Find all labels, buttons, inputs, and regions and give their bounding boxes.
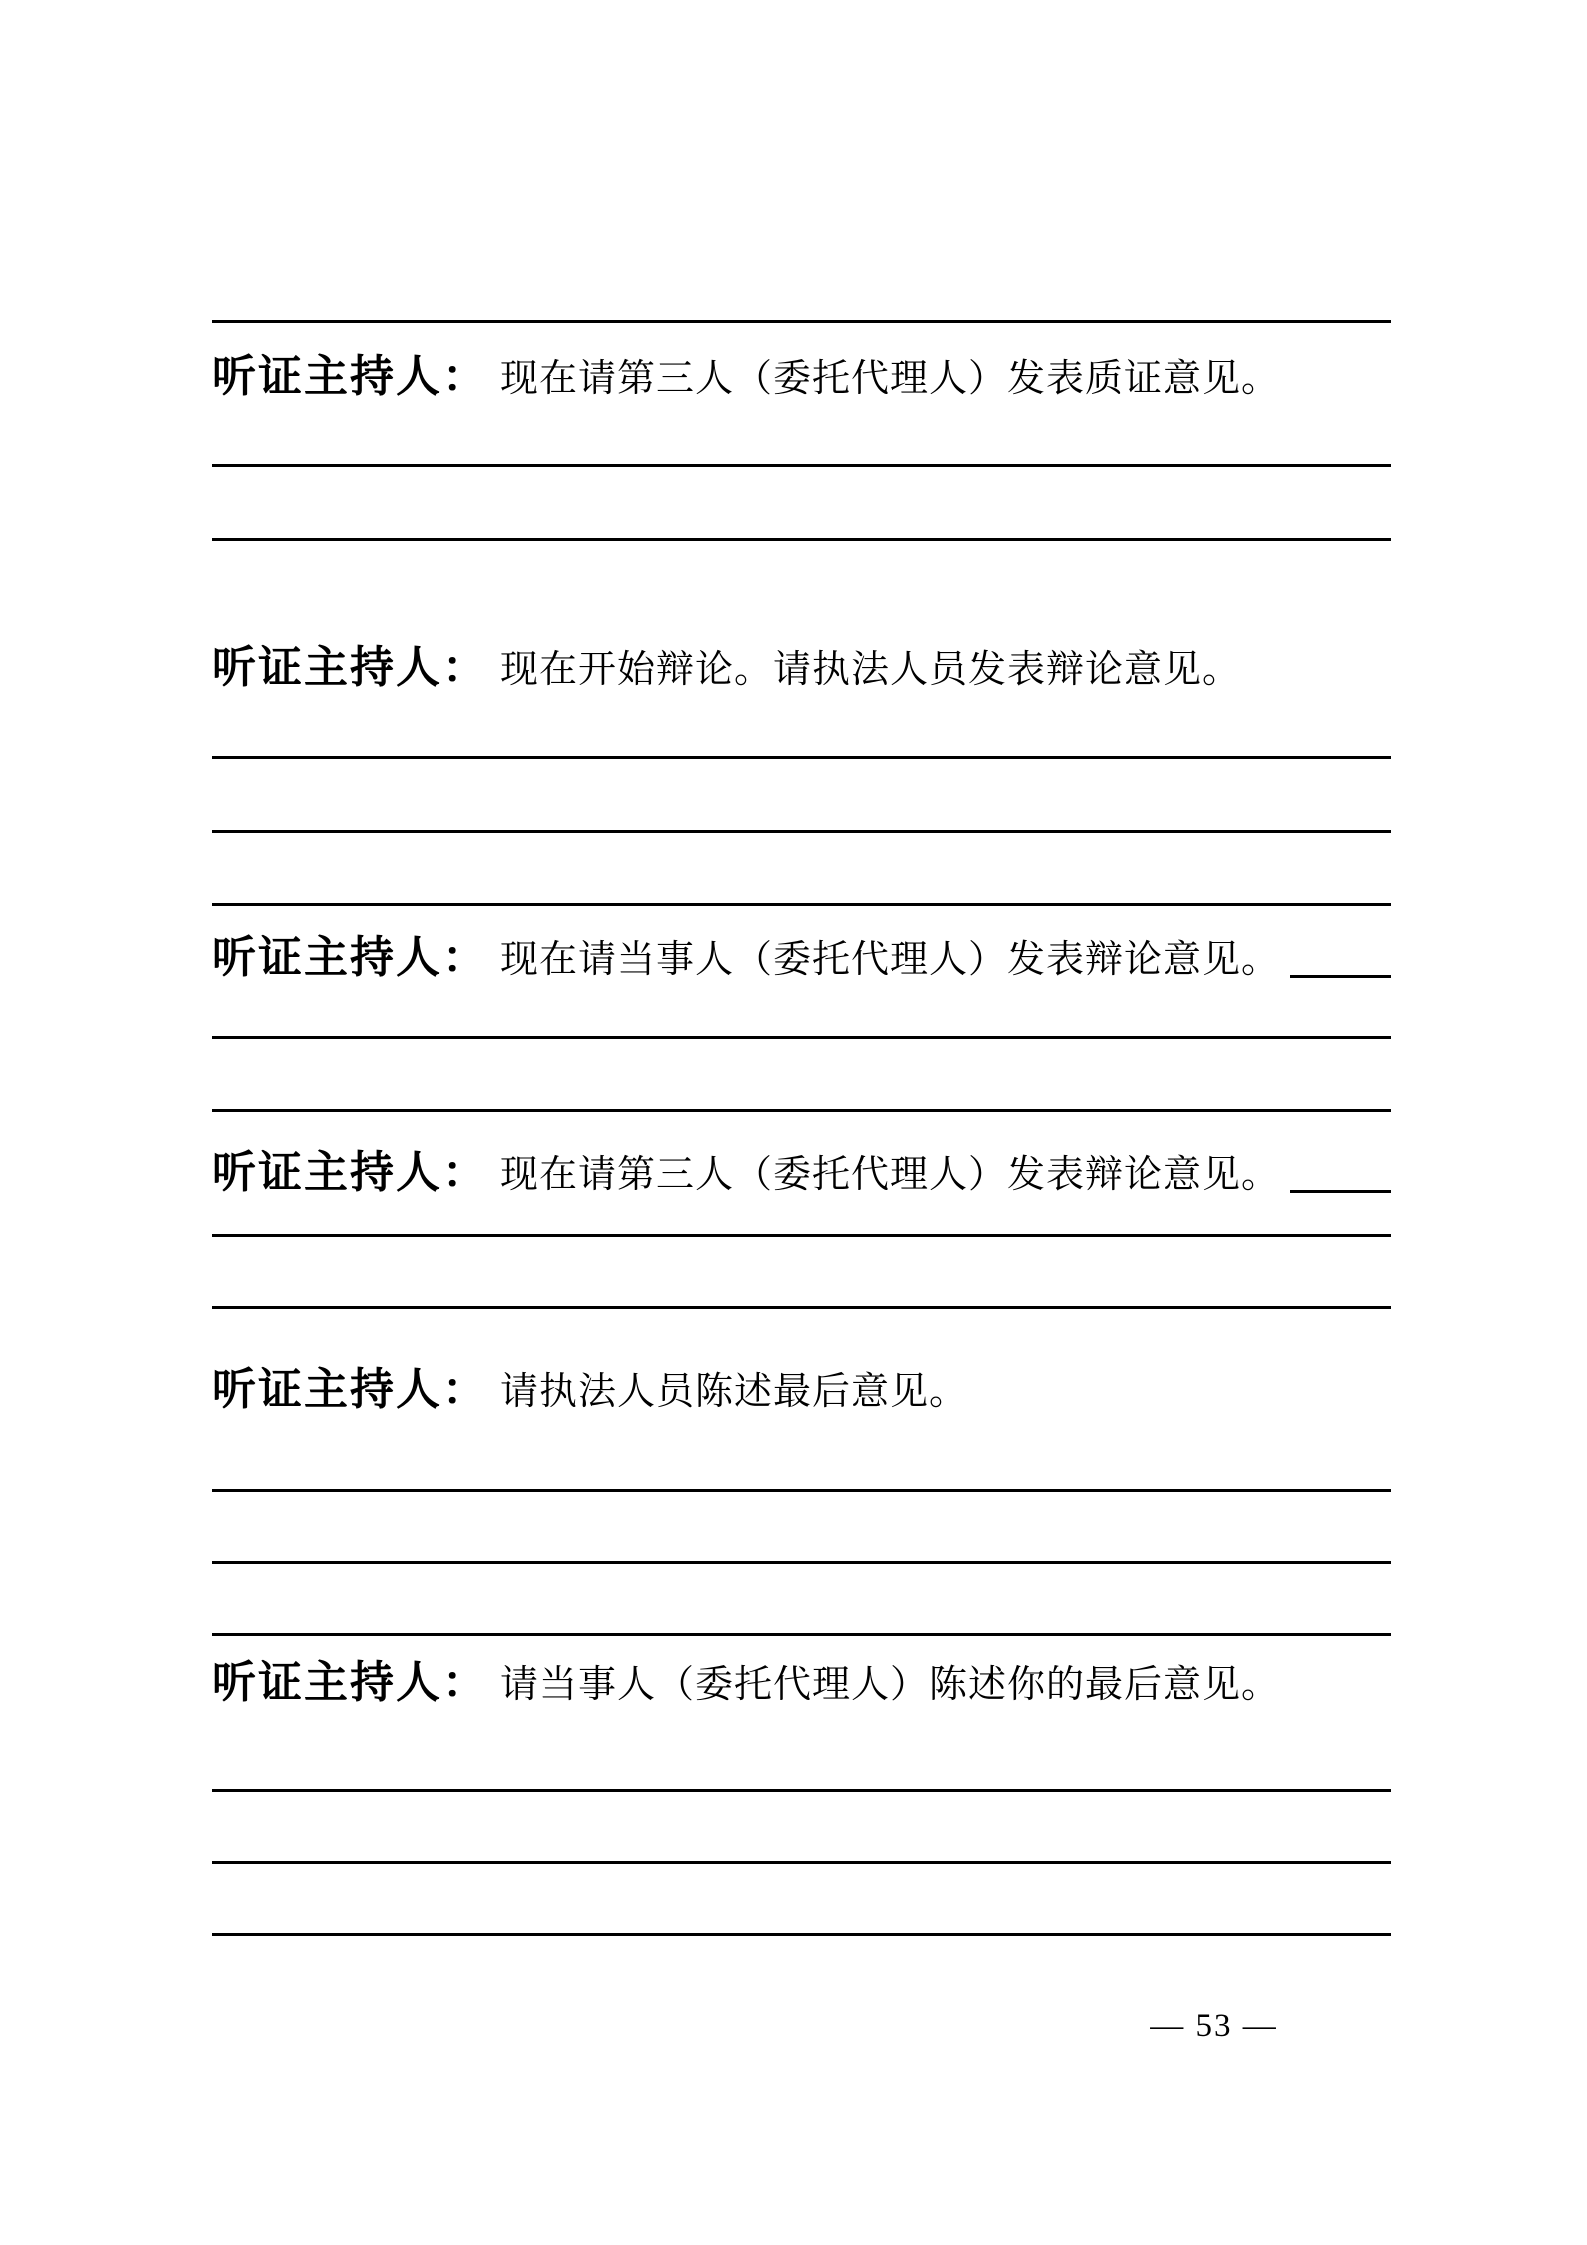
statement-text: 现在请第三人（委托代理人）发表辩论意见。 [500, 1154, 1281, 1196]
blank-fill-line [1290, 975, 1391, 978]
speaker-label: 听证主持人： [212, 1365, 488, 1414]
ruled-line [212, 1489, 1391, 1492]
speaker-label: 听证主持人： [212, 1148, 488, 1197]
page-number: — 53 — [1150, 2008, 1278, 2044]
ruled-line [212, 903, 1391, 906]
moderator-statement [212, 1148, 1391, 1200]
ruled-line [212, 320, 1391, 323]
moderator-statement [212, 933, 1391, 985]
ruled-line [212, 1561, 1391, 1564]
ruled-line [212, 464, 1391, 467]
statement-text: 请执法人员陈述最后意见。 [500, 1371, 969, 1413]
blank-fill-line [1290, 1190, 1391, 1193]
speaker-label: 听证主持人： [212, 1658, 488, 1707]
statement-text: 现在请第三人（委托代理人）发表质证意见。 [500, 358, 1281, 400]
ruled-line [212, 1789, 1391, 1792]
statement-text: 请当事人（委托代理人）陈述你的最后意见。 [500, 1664, 1281, 1706]
speaker-label: 听证主持人： [212, 933, 488, 982]
moderator-statement [212, 1365, 1391, 1417]
ruled-line [212, 1633, 1391, 1636]
ruled-line [212, 1306, 1391, 1309]
moderator-statement [212, 1658, 1391, 1710]
ruled-line [212, 830, 1391, 833]
moderator-statement [212, 352, 1391, 404]
speaker-label: 听证主持人： [212, 352, 488, 401]
statement-text: 现在开始辩论。请执法人员发表辩论意见。 [500, 649, 1242, 691]
ruled-line [212, 1036, 1391, 1039]
ruled-line [212, 1234, 1391, 1237]
ruled-line [212, 538, 1391, 541]
ruled-line [212, 1109, 1391, 1112]
ruled-line [212, 1861, 1391, 1864]
moderator-statement [212, 643, 1391, 695]
speaker-label: 听证主持人： [212, 643, 488, 692]
ruled-line [212, 756, 1391, 759]
ruled-line [212, 1933, 1391, 1936]
statement-text: 现在请当事人（委托代理人）发表辩论意见。 [500, 939, 1281, 981]
